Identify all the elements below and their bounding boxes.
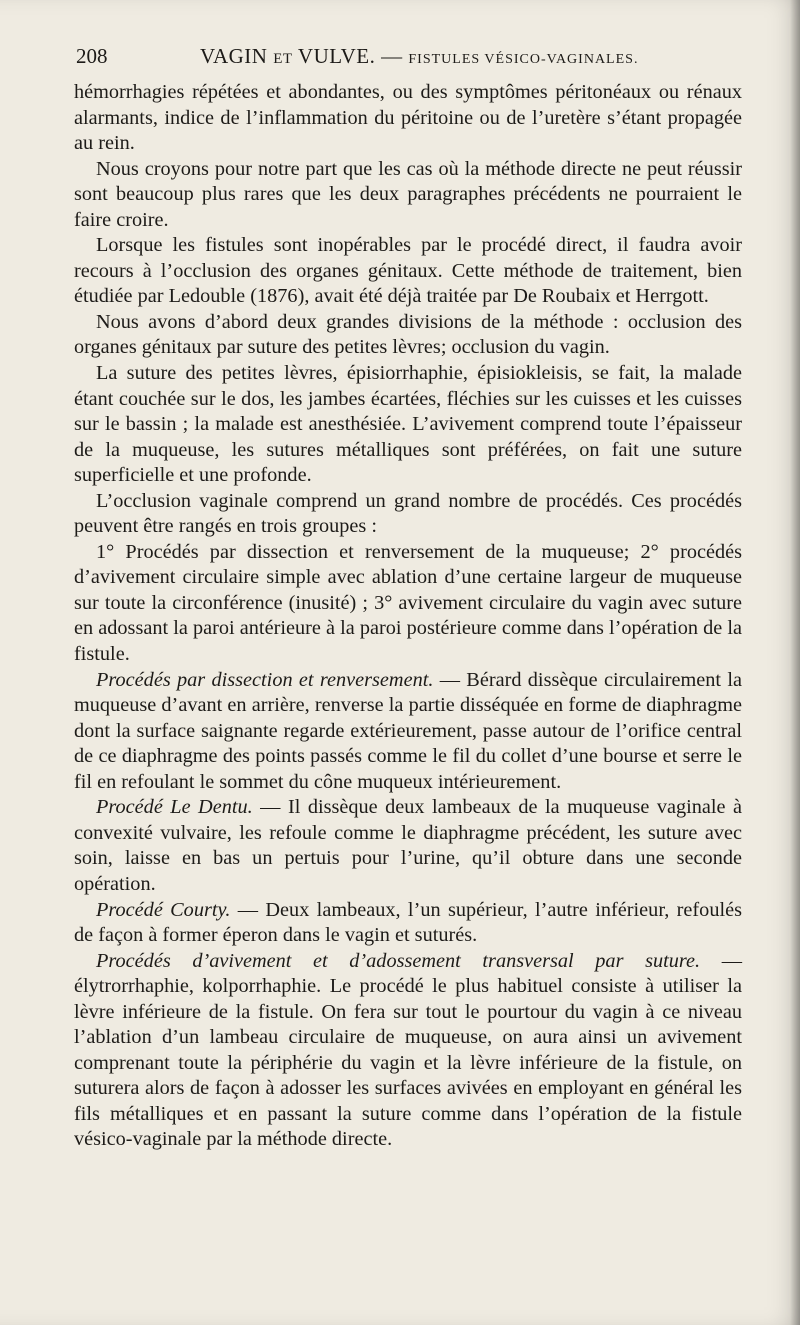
paragraph: [74, 233, 742, 310]
paragraph-text: Lorsque les fistules sont inopérables par le procédé direct, il faudra avoir recours à l’occlusion des organes génitaux. Cette méthode de traitement, bien étudiée par Ledouble (1876), avait été déjà traitée par De Roubaix et Herrgott.: [74, 234, 742, 308]
paragraph-text: — Bérard dissèque circulairement la muqueuse d’avant en arrière, renverse la partie disséquée en forme de diaphragme dont la surface saignante regarde extérieurement, passe autour de l’orifice central de ce diaphragme des points passés comme le fil du collet d’une bourse et serre le fil en refoulant le sommet du cône muqueux intérieurement.: [74, 668, 742, 793]
section-heading: Procédés par dissection et renversement.: [96, 668, 434, 691]
paragraph-text: — Il dissèque deux lambeaux de la muqueuse vaginale à convexité vulvaire, les refoule comme le diaphragme précédent, les suture avec soin, laisse en bas un pertuis pour l’urine, qu’il obture dans une seconde opération.: [74, 796, 742, 895]
paragraph: [74, 668, 742, 796]
paragraph-text: L’occlusion vaginale comprend un grand nombre de procédés. Ces procédés peuvent être rangés en trois groupes :: [74, 489, 742, 538]
paragraph: [74, 795, 742, 897]
paragraph: [74, 310, 742, 361]
paragraph-text: 1° Procédés par dissection et renversement de la muqueuse; 2° procédés d’avivement circulaire simple avec ablation d’une certaine largeur de muqueuse sur toute la circonférence (inusité) ; 3° avivement circulaire du vagin avec suture en adossant la paroi antérieure à la paroi postérieure comme dans l’opération de la fistule.: [74, 540, 742, 666]
title-fistules: FISTULES VÉSICO-VAGINALES.: [408, 52, 639, 67]
paragraph: [74, 540, 742, 668]
section-heading: Procédé Le Dentu.: [96, 796, 253, 819]
section-heading: Procédé Courty.: [96, 898, 231, 921]
paragraph: [74, 361, 742, 489]
paragraph-text: Nous croyons pour notre part que les cas où la méthode directe ne peut réussir sont beaucoup plus rares que les deux paragraphes précédents ne pourraient le faire croire.: [74, 157, 742, 231]
paragraph: [74, 898, 742, 949]
page-number: 208: [76, 44, 108, 68]
paragraph: [74, 157, 742, 234]
paragraph-text: — Deux lambeaux, l’un supérieur, l’autre inférieur, refoulés de façon à former éperon dans le vagin et suturés.: [74, 898, 742, 947]
title-et: ET: [273, 51, 293, 67]
running-header: [76, 40, 736, 74]
page-edge-shadow: [790, 0, 800, 1325]
paragraph-text: Nous avons d’abord deux grandes divisions de la méthode : occlusion des organes génitaux par suture des petites lèvres; occlusion du vagin.: [74, 310, 742, 359]
body-text: [74, 80, 742, 1153]
paragraph: [74, 489, 742, 540]
paragraph-text: La suture des petites lèvres, épisiorrhaphie, épisiokleisis, se fait, la malade étant couchée sur le dos, les jambes écartées, fléchies sur les cuisses et les cuisses sur le bassin ; la malade est anesthésiée. L’avivement comprend toute l’épaisseur de la muqueuse, les sutures métalliques sont préférées, on fait une suture superficielle et une profonde.: [74, 362, 742, 487]
section-heading: Procédés d’avivement et d’adossement transversal par suture.: [96, 949, 701, 972]
paragraph: [74, 80, 742, 157]
paragraph-text: — élytrorrhaphie, kolporrhaphie. Le procédé le plus habituel consiste à utiliser la lèvre inférieure de la fistule. On fera sur tout le pourtour du vagin à ce niveau l’ablation d’un lambeau circulaire de muqueuse, on aura ainsi un avivement comprenant toute la périphérie du vagin et la lèvre inférieure de la fistule, on suturera alors de façon à adosser les surfaces avivées en employant en général les fils métalliques et en passant la suture comme dans l’opération de la fistule vésico-vaginale par la méthode directe.: [74, 949, 742, 1151]
paragraph: [74, 949, 742, 1153]
title-vagin: VAGIN: [200, 44, 274, 68]
paragraph-text: hémorrhagies répétées et abondantes, ou des symptômes péritonéaux ou rénaux alarmants, indice de l’inflammation du péritoine ou de l’uretère s’étant propagée au rein.: [74, 81, 742, 155]
running-title: [200, 44, 638, 69]
title-vulve: VULVE. —: [292, 44, 409, 68]
